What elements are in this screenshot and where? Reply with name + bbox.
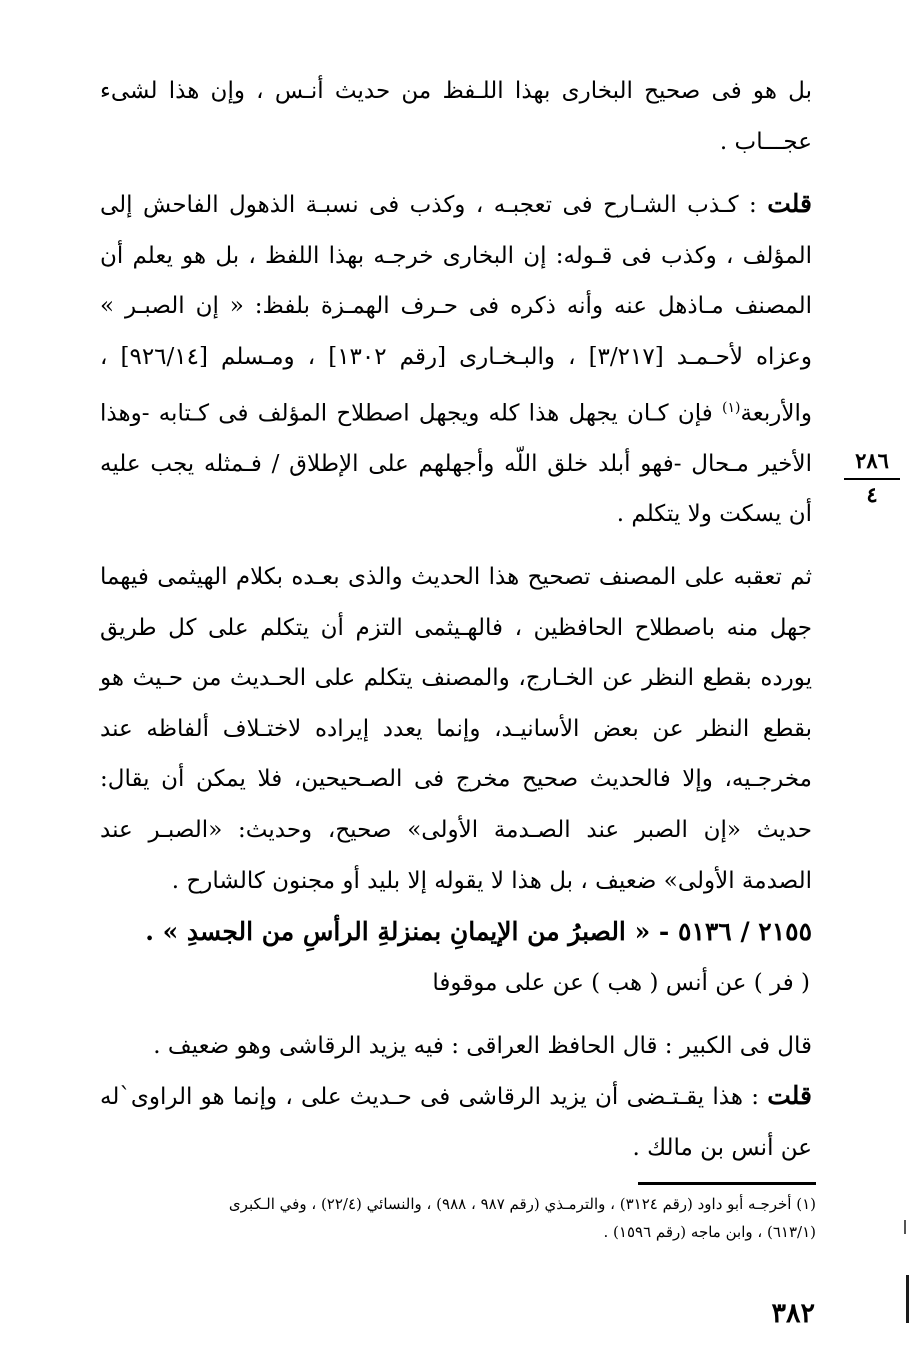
- hadith-heading: [100, 906, 812, 958]
- paragraph-2-text: : كـذب الشـارح فى تعجبـه ، وكذب فى نسبـة الذهول الفاحش إلى المؤلف ، وكذب فى قـوله: إن البخارى خرجـه بهذا اللفظ ، بل هو يعلم أن المصنف مـاذهل عنه وأنه ذكره فى حـرف الهمـزة بلفظ: « إن الصبـر » وعزاه لأحـمـد [٣/٢١٧] ، والبـخـارى [رقم ١٣٠٢] ، ومـسلم [٩٢٦/١٤] ، والأربعة: [100, 192, 812, 427]
- paragraph-3-text: ثم تعقبه على المصنف تصحيح هذا الحديث والذى بعـده بكلام الهيثمى فيهما جهل منه باصطلاح الحافظين ، فالهـيثمى التزم أن يتكلم على كل طريق يورده بقطع النظر عن الخـارج، والمصنف يتكلم على الحـديث من حـيث هو بقطع النظر عن بعض الأسانيـد، وإنما يعدد إيراده لاختـلاف ألفاظه عند مخرجـيه، وإلا فالحديث صحيح مخرج فى الصـحيحين، فلا يمكن أن يقال: حديث «إن الصبر عند الصـدمة الأولى» صحيح، وحديث: «الصبـر عند الصدمة الأولى» ضعيف ، بل هذا لا يقوله إلا بليد أو مجنون كالشارح .: [100, 564, 812, 894]
- margin-reference-numerator: ٢٨٦: [844, 446, 900, 480]
- paragraph-4-text: قال فى الكبير : قال الحافظ العراقى : فيه يزيد الرقاشى وهو ضعيف .: [153, 1032, 812, 1059]
- margin-reference-denominator: ٤: [866, 482, 878, 507]
- hadith-number: ٢١٥٥ / ٥١٣٦: [678, 917, 812, 947]
- paragraph-1: [100, 66, 812, 167]
- hadith-source: [100, 958, 812, 1009]
- main-text-block: [100, 66, 812, 1174]
- scan-artifact: [904, 1220, 906, 1234]
- paragraph-2-text-after: فإن كـان يجهل هذا كله ويجهل اصطلاح المؤلف فى كـتابه -وهذا الأخير مـحال -فهو أبلد خلق اللّه وأجهلهم على الإطلاق / فـمثله يجب عليه أن يسكت ولا يتكلم .: [100, 400, 812, 528]
- paragraph-2-keyword: قلت: [767, 189, 813, 219]
- paragraph-1-text: بل هو فى صحيح البخارى بهذا اللـفظ من حديث أنـس ، وإن هذا لشىء عجـــاب .: [100, 78, 812, 155]
- paragraph-2: [100, 179, 812, 540]
- paragraph-3: [100, 552, 812, 906]
- footnote-reference: (١): [721, 399, 741, 416]
- scan-edge-artifact: [906, 1275, 909, 1323]
- footnote-line-1: (١) أخرجـه أبو داود (رقم ٣١٢٤) ، والترمـذي (رقم ٩٨٧ ، ٩٨٨) ، والنسائي (٢٢/٤) ، وفي الـكبرى: [228, 1195, 816, 1213]
- hadith-source-text: ( فر ) عن أنس ( هب ) عن على موقوفا: [432, 970, 810, 997]
- paragraph-5-keyword: قلت: [767, 1081, 812, 1111]
- margin-reference: [844, 446, 900, 510]
- footnote-line-2: (٦١٣/١) ، وابن ماجه (رقم ١٥٩٦) .: [603, 1223, 816, 1241]
- paragraph-4: [100, 1021, 812, 1072]
- page-number: ٣٨٢: [771, 1298, 815, 1329]
- footnote: [100, 1190, 816, 1246]
- paragraph-5-text: : هذا يقـتـضى أن يزيد الرقاشى فى حـديث على ، وإنما هو الراوى`له عن أنس بن مالك .: [100, 1084, 812, 1161]
- paragraph-5: [100, 1071, 812, 1173]
- footnote-divider: [638, 1182, 816, 1185]
- hadith-text: - « الصبرُ من الإيمانِ بمنزلةِ الرأسِ من الجسدِ » .: [145, 917, 670, 947]
